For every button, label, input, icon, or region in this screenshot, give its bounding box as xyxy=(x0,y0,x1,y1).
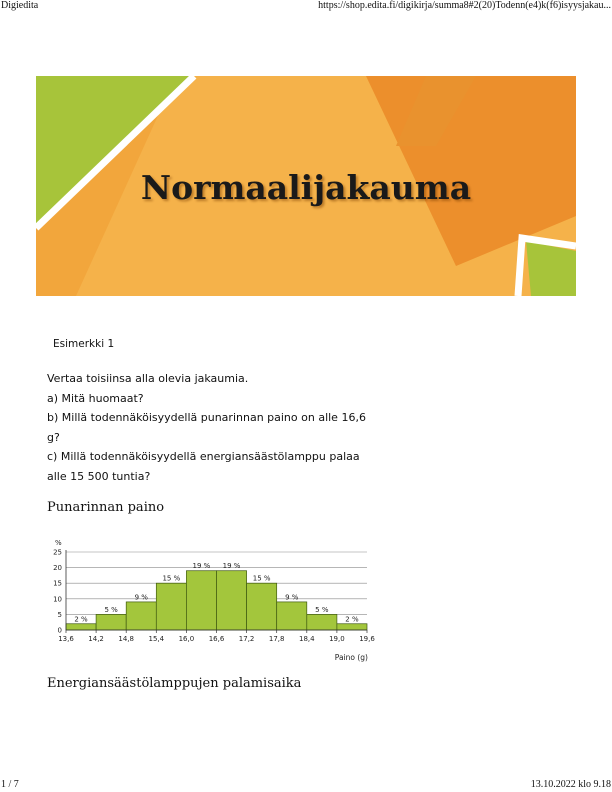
histogram-bar xyxy=(337,624,367,630)
bar-value-label: 9 % xyxy=(285,593,299,602)
bar-value-label: 15 % xyxy=(252,574,271,583)
x-axis-title: Paino (g) xyxy=(334,653,368,662)
print-footer xyxy=(0,778,612,792)
histogram-bar xyxy=(96,614,126,630)
y-tick-label: 15 xyxy=(53,579,62,588)
y-tick-label: 20 xyxy=(53,564,62,573)
lamp-lifetime-heading: Energiansäästölamppujen palamisaika xyxy=(47,676,302,691)
chart-bars xyxy=(66,562,367,630)
y-tick-label: 25 xyxy=(53,548,62,557)
bar-value-label: 9 % xyxy=(134,593,148,602)
histogram-bar xyxy=(126,602,156,630)
page-url[interactable]: https://shop.edita.fi/digikirja/summa8#2(20)Todenn(e4)k(f6)isyysjakau... xyxy=(318,0,611,11)
y-tick-label: 5 xyxy=(57,610,62,619)
histogram-bar xyxy=(156,583,186,630)
task-line: a) Mitä huomaat? xyxy=(47,391,144,405)
x-tick-label: 14,8 xyxy=(118,635,134,643)
y-tick-label: 10 xyxy=(53,595,62,604)
chapter-banner xyxy=(36,76,576,296)
bar-value-label: 2 % xyxy=(74,615,88,624)
task-line: c) Millä todennäköisyydellä energiansäästölamppu palaa xyxy=(47,450,360,463)
histogram-bar xyxy=(277,602,307,630)
x-tick-label: 19,0 xyxy=(329,635,345,643)
page-title: Normaalijakauma xyxy=(140,168,472,207)
x-tick-label: 16,0 xyxy=(178,635,195,643)
histogram-bar xyxy=(186,571,216,630)
x-tick-label: 19,6 xyxy=(359,635,375,643)
y-tick-label: 0 xyxy=(57,626,62,635)
task-line: g? xyxy=(47,430,60,444)
task-line: alle 15 500 tuntia? xyxy=(47,469,151,483)
bar-value-label: 15 % xyxy=(162,574,181,583)
histogram-bar xyxy=(66,624,96,630)
example-label: Esimerkki 1 xyxy=(53,338,115,350)
task-line: b) Millä todennäköisyydellä punarinnan paino on alle 16,6 xyxy=(47,411,366,424)
histogram-bar xyxy=(217,571,247,630)
x-tick-label: 13,6 xyxy=(58,635,74,643)
task-line: Vertaa toisiinsa alla olevia jakaumia. xyxy=(47,372,249,385)
x-tick-label: 17,8 xyxy=(268,635,285,643)
robin-weight-histogram xyxy=(44,537,384,665)
y-axis-unit: % xyxy=(55,539,62,547)
print-header xyxy=(0,0,612,14)
robin-weight-heading: Punarinnan paino xyxy=(47,500,165,515)
bar-value-label: 5 % xyxy=(104,605,118,614)
bar-value-label: 19 % xyxy=(192,562,211,571)
app-title: Digiedita xyxy=(1,0,39,11)
example-task xyxy=(47,369,367,486)
histogram-bar xyxy=(247,583,277,630)
bar-value-label: 19 % xyxy=(222,562,241,571)
bar-value-label: 2 % xyxy=(345,615,359,624)
page-counter: 1 / 7 xyxy=(1,779,19,790)
x-tick-label: 17,2 xyxy=(238,635,255,643)
x-tick-label: 14,2 xyxy=(88,635,104,643)
print-timestamp: 13.10.2022 klo 9.18 xyxy=(530,779,611,790)
x-tick-label: 16,6 xyxy=(208,635,225,643)
bar-value-label: 5 % xyxy=(315,605,329,614)
x-tick-label: 15,4 xyxy=(148,635,165,643)
histogram-bar xyxy=(307,614,337,630)
x-tick-label: 18,4 xyxy=(299,635,315,643)
